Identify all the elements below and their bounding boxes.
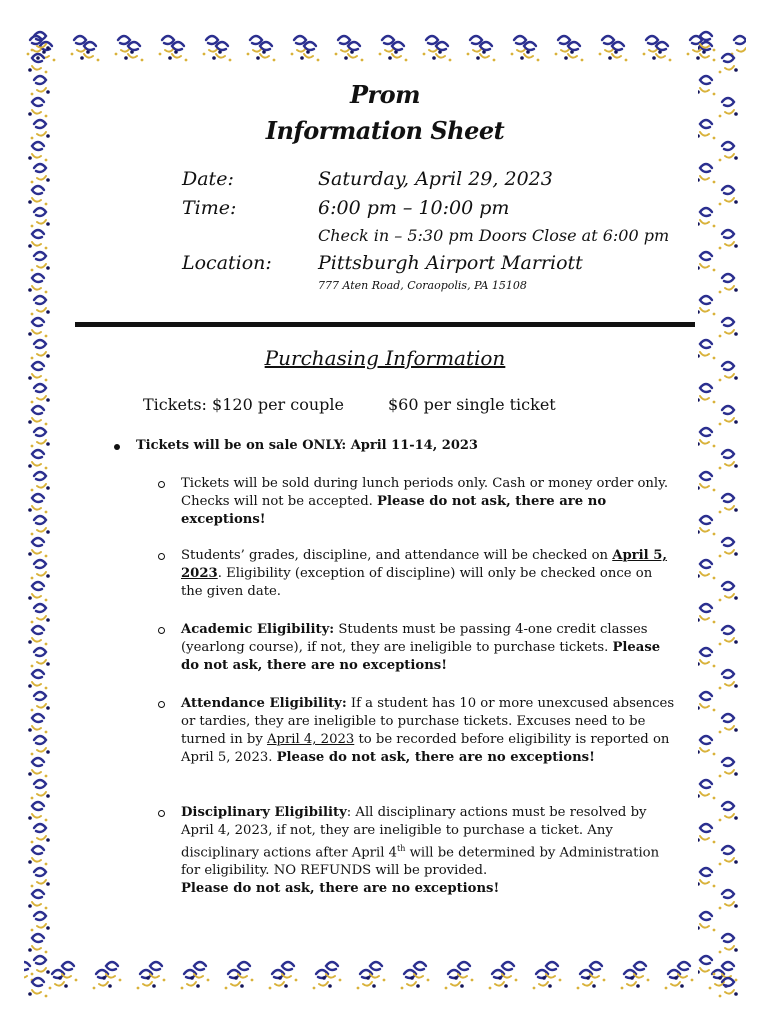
rule-attendance-heading: Attendance Eligibility: (181, 696, 347, 711)
title-information-sheet: Information Sheet (265, 116, 505, 145)
sale-notice: Tickets will be on sale ONLY: April 11-14, 2023 (136, 438, 478, 453)
sub-bullet (158, 553, 165, 560)
rule-payment (181, 475, 677, 529)
location-value: Pittsburgh Airport Marriott (318, 252, 583, 274)
sub-bullet (158, 481, 165, 488)
divider-rule (75, 322, 695, 327)
sub-bullet (158, 810, 165, 817)
rule-payment-text: Tickets will be sold during lunch periods only. Cash or money order only. Checks will not be accepted. (181, 476, 669, 509)
rule-disciplinary-warning: Please do not ask, there are no exceptions! (181, 881, 500, 897)
rule-academic-text: Students must be passing 4-one credit classes (yearlong course), if not, they are ineligible to purchase tickets. (181, 622, 648, 655)
sub-bullet (158, 701, 165, 708)
rule-academic-warning: Please do not ask, there are no exceptions! (181, 640, 661, 673)
rule-disciplinary-heading: Disciplinary Eligibility (181, 805, 347, 820)
location-label: Location: (182, 252, 272, 274)
purchasing-heading: Purchasing Information (264, 346, 506, 370)
rule-academic-heading: Academic Eligibility: (181, 622, 335, 637)
rule-check-date (181, 547, 677, 601)
price-single: $60 per single ticket (388, 395, 556, 414)
rule-check-date-text-b: . Eligibility (exception of discipline) will only be checked once on the given date. (181, 566, 653, 599)
checkin-text: Check in – 5:30 pm Doors Close at 6:00 pm (318, 226, 670, 245)
rule-disciplinary-text-a: : All disciplinary actions must be resolved by April 4, 2023, if not, they are ineligible to purchase a ticket. Any disciplinary actions after April 4 (181, 805, 647, 861)
date-label: Date: (182, 168, 234, 190)
rule-check-date-date: April 5, 2023 (181, 548, 668, 581)
rule-attendance-text-b: to be recorded before eligibility is reported on April 5, 2023. (181, 732, 670, 765)
date-value: Saturday, April 29, 2023 (318, 168, 553, 190)
rule-attendance (181, 695, 677, 767)
title-prom: Prom (349, 80, 421, 109)
rule-disciplinary (181, 804, 677, 898)
rule-payment-warning: Please do not ask, there are no exceptions! (181, 494, 607, 527)
rule-academic (181, 621, 677, 675)
rule-check-date-text-a: Students’ grades, discipline, and attendance will be checked on (181, 548, 613, 563)
rule-disciplinary-text-b: will be determined by Administration for eligibility. NO REFUNDS will be provided. (181, 845, 660, 879)
sub-bullet (158, 627, 165, 634)
price-couple: Tickets: $120 per couple (143, 395, 345, 414)
address-text: 777 Aten Road, Coraopolis, PA 15108 (318, 279, 527, 292)
rule-attendance-text-a: If a student has 10 or more unexcused absences or tardies, they are ineligible to purchase tickets. Excuses need to be turned in by (181, 696, 675, 747)
time-value: 6:00 pm – 10:00 pm (318, 197, 510, 219)
bullet-dot (114, 444, 120, 450)
rule-attendance-date: April 4, 2023 (267, 732, 355, 747)
rule-attendance-warning: Please do not ask, there are no exceptions! (276, 750, 595, 765)
rule-disciplinary-sup: th (397, 844, 406, 853)
time-label: Time: (182, 197, 237, 219)
